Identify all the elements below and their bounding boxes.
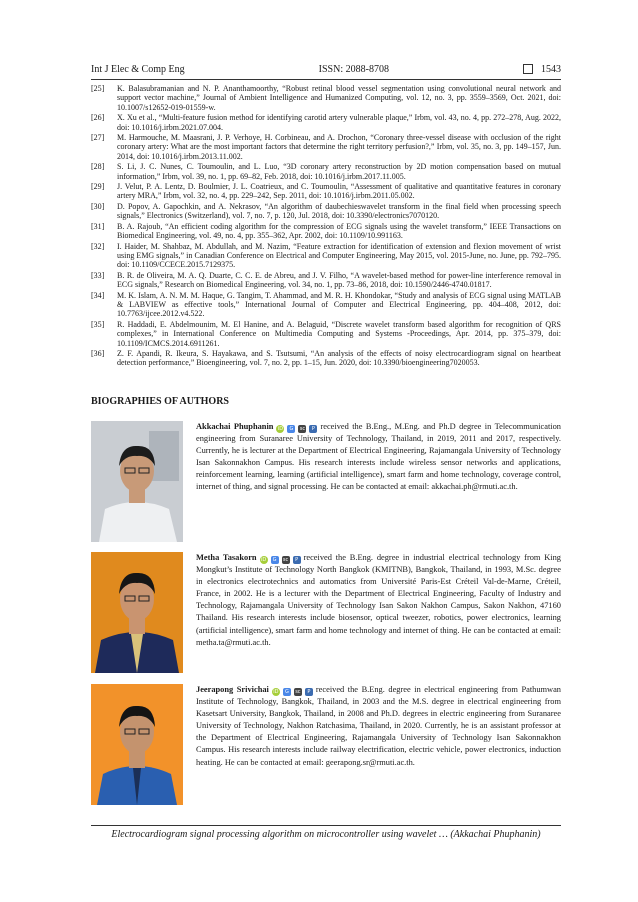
reference-text: B. R. de Oliveira, M. A. Q. Duarte, C. C. E. de Abreu, and J. V. Filho, “A wavelet-based method for power-line interference removal in ECG signals,” Research on Biomedical Engineering, vol. 34, no. 1, pp. 73–86, 2018, doi: 10.1590/2446-4740.01817. — [117, 270, 561, 290]
author-photo-image — [91, 421, 183, 542]
reference-text: M. Harmouche, M. Maasrani, J. P. Verhoye, H. Corbineau, and A. Drochon, “Coronary three-vessel disease with occlusion of the right coronary artery: What are the most important factors that determine the right territory perfusion?,” Irbm, vol. 35, no. 3, pp. 149–157, Jun. 2014, doi: 10.1016/j.irbm.2013.11.002. — [117, 133, 561, 161]
author-id-badges — [276, 425, 317, 433]
reference-number: [32] — [91, 241, 105, 251]
google-scholar-icon[interactable]: G — [287, 425, 295, 433]
reference-item — [91, 242, 561, 270]
footer-rule — [91, 825, 561, 826]
section-title: BIOGRAPHIES OF AUTHORS — [91, 396, 229, 407]
publons-icon[interactable]: P — [293, 556, 301, 564]
reference-item — [91, 271, 561, 290]
author-bio — [91, 552, 561, 674]
author-photo-image — [91, 552, 183, 673]
reference-item — [91, 222, 561, 241]
reference-text: K. Balasubramanian and N. P. Ananthamoorthy, “Robust retinal blood vessel segmentation using convolutional neural network and support vector machine,” Journal of Ambient Intelligence and Humanized Computing, vol. 12, no. 3, pp. 3559–3569, Oct. 2021, doi: 10.1007/s12652-019-01559-w. — [117, 84, 561, 112]
google-scholar-icon[interactable]: G — [271, 556, 279, 564]
reference-item — [91, 133, 561, 161]
reference-number: [27] — [91, 133, 105, 143]
journal-name: Int J Elec & Comp Eng — [91, 63, 185, 75]
author-bio-text — [196, 421, 561, 494]
author-bio — [91, 421, 561, 543]
google-scholar-icon[interactable]: G — [283, 688, 291, 696]
orcid-icon[interactable]: iD — [260, 557, 267, 563]
reference-item — [91, 202, 561, 221]
reference-text: S. Li, J. C. Nunes, C. Toumoulin, and L. Luo, “3D coronary artery reconstruction by 2D motion compensation based on mutual information,” Irbm, vol. 39, no. 1, pp. 69–82, Feb. 2018, doi: 10.1016/j.irbm.2017.11.005. — [117, 162, 561, 181]
reference-item — [91, 162, 561, 181]
references-list — [91, 84, 561, 369]
reference-text: J. Velut, P. A. Lentz, D. Boulmier, J. L. Coatrieux, and C. Toumoulin, “Assessment of qualitative and quantitative features in coronary artery MRA,” Irbm, vol. 32, no. 4, pp. 229–242, Sep. 2011, doi: 10.1016/j.irbm.2011.05.002. — [117, 182, 561, 201]
reference-text: M. K. Islam, A. N. M. M. Haque, G. Tangim, T. Ahammad, and M. R. H. Khondokar, “Study and analysis of ECG signal using MATLAB & LABVIEW as effective tools,” International Journal of Computer and Electrical Engineering, pp. 404–408, 2012, doi: 10.7763/ijcee.2012.v4.522. — [117, 290, 561, 319]
author-description: received the B.Eng. degree in electrical engineering from Pathumwan Institute of Technology, Bangkok, Thailand, in 2003 and the M.S. degree in electrical engineering from Kasetsart University, Bangkok, Thailand, in 2008 and Ph.D. degrees in electric engineering from Suranaree University of Technology, Nakhon Ratchasima, Thailand, in 2020. Currently, he is an assistant professor at the Department of Electrical Engineering, Rajamangala University of Technology Isan Sakonnakhon Campus. His research interests include railway electrification, electric vehicle, power electronics, induction heating. He can be contacted at email: geerapong.sr@rmuti.ac.th. — [196, 685, 561, 767]
reference-text: R. Haddadi, E. Abdelmounim, M. El Hanine, and A. Belaguid, “Discrete wavelet transform based algorithm for recognition of QRS complexes,” in International Conference on Multimedia Computing and Systems -Proceedings, Apr. 2014, pp. 375–379, doi: 10.1109/ICMCS.2014.6911261. — [117, 319, 561, 348]
author-name: Jeerapong Srivichai — [196, 685, 269, 694]
author-photo-image — [91, 684, 183, 805]
reference-number: [29] — [91, 182, 105, 192]
author-description: received the B.Eng. degree in industrial electrical technology from King Mongkut’s Institute of Technology North Bangkok (KMITNB), Bangkok, Thailand, in 1993, M.Sc. degree in electronics electrotechnics and automatics from Université Paris-Est Créteil Val-de-Marne, Créteil, France, in 2002. He is a lecturer with the Department of Electrical Engineering, Faculty of Industry and Technology, Rajamangala University of Technology Isan Sakon Nakhon Campus, Sakon Nakhon, 47160 Thailand. His research interests include biosensor, optical tweezer, robotics, power electronics, learning (artificial intelligence), smart farm and home technology and internet of thing. He can be contacted at email: metha.ta@rmuti.ac.th. — [196, 553, 561, 647]
reference-text: Z. F. Apandi, R. Ikeura, S. Hayakawa, and S. Tsutsumi, “An analysis of the effects of noisy electrocardiogram signal on heartbeat detection performance,” Bioengineering, vol. 7, no. 2, pp. 1–15, Jun. 2020, doi: 10.3390/bioengineering7020053. — [117, 348, 561, 368]
reference-item — [91, 291, 561, 319]
reference-item — [91, 182, 561, 201]
reference-item — [91, 84, 561, 112]
page-number: 1543 — [541, 63, 561, 75]
publons-icon[interactable]: P — [305, 688, 313, 696]
reference-text: I. Haider, M. Shahbaz, M. Abdullah, and M. Nazim, “Feature extraction for identification of extension and flexion movement of wrist using EMG signals,” in Canadian Conference on Electrical and Computer Engineering, May 2015, vol. 2015-June, no. June, pp. 792–795. doi: 10.1109/CCECE.2015.7129375. — [117, 241, 561, 270]
orcid-icon[interactable]: iD — [273, 689, 279, 695]
author-photo — [91, 552, 183, 673]
issn: ISSN: 2088-8708 — [318, 63, 389, 75]
reference-item — [91, 113, 561, 132]
reference-text: X. Xu et al., “Multi-feature fusion method for identifying carotid artery vulnerable plaque,” Irbm, vol. 43, no. 4, pp. 272–278, Aug. 2022, doi: 10.1016/j.irbm.2021.07.004. — [117, 113, 561, 132]
author-bio — [91, 684, 561, 806]
author-id-badges — [272, 688, 313, 696]
reference-number: [34] — [91, 290, 105, 300]
reference-text: B. A. Rajoub, “An efficient coding algorithm for the compression of ECG signals using the wavelet transform,” IEEE Transactions on Biomedical Engineering, vol. 49, no. 4, pp. 355–362, Apr. 2002, doi: 10.1109/10.991163. — [117, 221, 561, 241]
reference-number: [31] — [91, 221, 105, 231]
scopus-icon[interactable]: sc — [295, 689, 301, 695]
author-description: received the B.Eng., M.Eng. and Ph.D degree in Telecommunication engineering from Suranaree University of Technology, Thailand, in 2019, 2011 and 2017, respectively. Currently, he is lecturer at the Department of Electrical Engineering, Rajamangala University of Technology Isan Sakonnakhon Campus. His research interests include wireless sensor networks and applications, reinforcement learning, learning (artificial intelligence), smart farm and home technology, coverage control, internet of thing, and signal processing. He can be contacted at email: akkachai.ph@rmuti.ac.th. — [196, 422, 561, 492]
reference-number: [30] — [91, 201, 105, 211]
square-icon — [523, 64, 533, 74]
author-photo — [91, 421, 183, 542]
page-number-group — [523, 64, 561, 75]
reference-number: [35] — [91, 319, 105, 329]
scopus-icon[interactable]: sc — [282, 557, 289, 563]
orcid-icon[interactable]: iD — [277, 426, 284, 432]
reference-number: [28] — [91, 162, 105, 172]
reference-number: [26] — [91, 113, 105, 123]
header-rule — [91, 79, 561, 80]
reference-text: D. Popov, A. Gapochkin, and A. Nekrasov, “An algorithm of daubechieswavelet transform in the final field when processing speech signals,” Electronics (Switzerland), vol. 7, no. 7, p. 120, Jul. 2018, doi: 10.3390/electronics7070120. — [117, 201, 561, 221]
reference-number: [25] — [91, 84, 105, 93]
scopus-icon[interactable]: sc — [299, 426, 306, 432]
publons-icon[interactable]: P — [309, 425, 317, 433]
page-footer: Electrocardiogram signal processing algorithm on microcontroller using wavelet … (Akkachai Phuphanin) — [111, 829, 541, 840]
author-photo — [91, 684, 183, 805]
reference-number: [33] — [91, 270, 105, 280]
reference-item — [91, 320, 561, 348]
author-name: Akkachai Phuphanin — [196, 422, 274, 431]
page-header — [91, 61, 561, 77]
author-name: Metha Tasakorn — [196, 553, 257, 562]
reference-item — [91, 349, 561, 368]
author-bio-text — [196, 684, 561, 769]
author-id-badges — [260, 556, 301, 564]
author-bio-text — [196, 552, 561, 649]
reference-number: [36] — [91, 348, 105, 358]
